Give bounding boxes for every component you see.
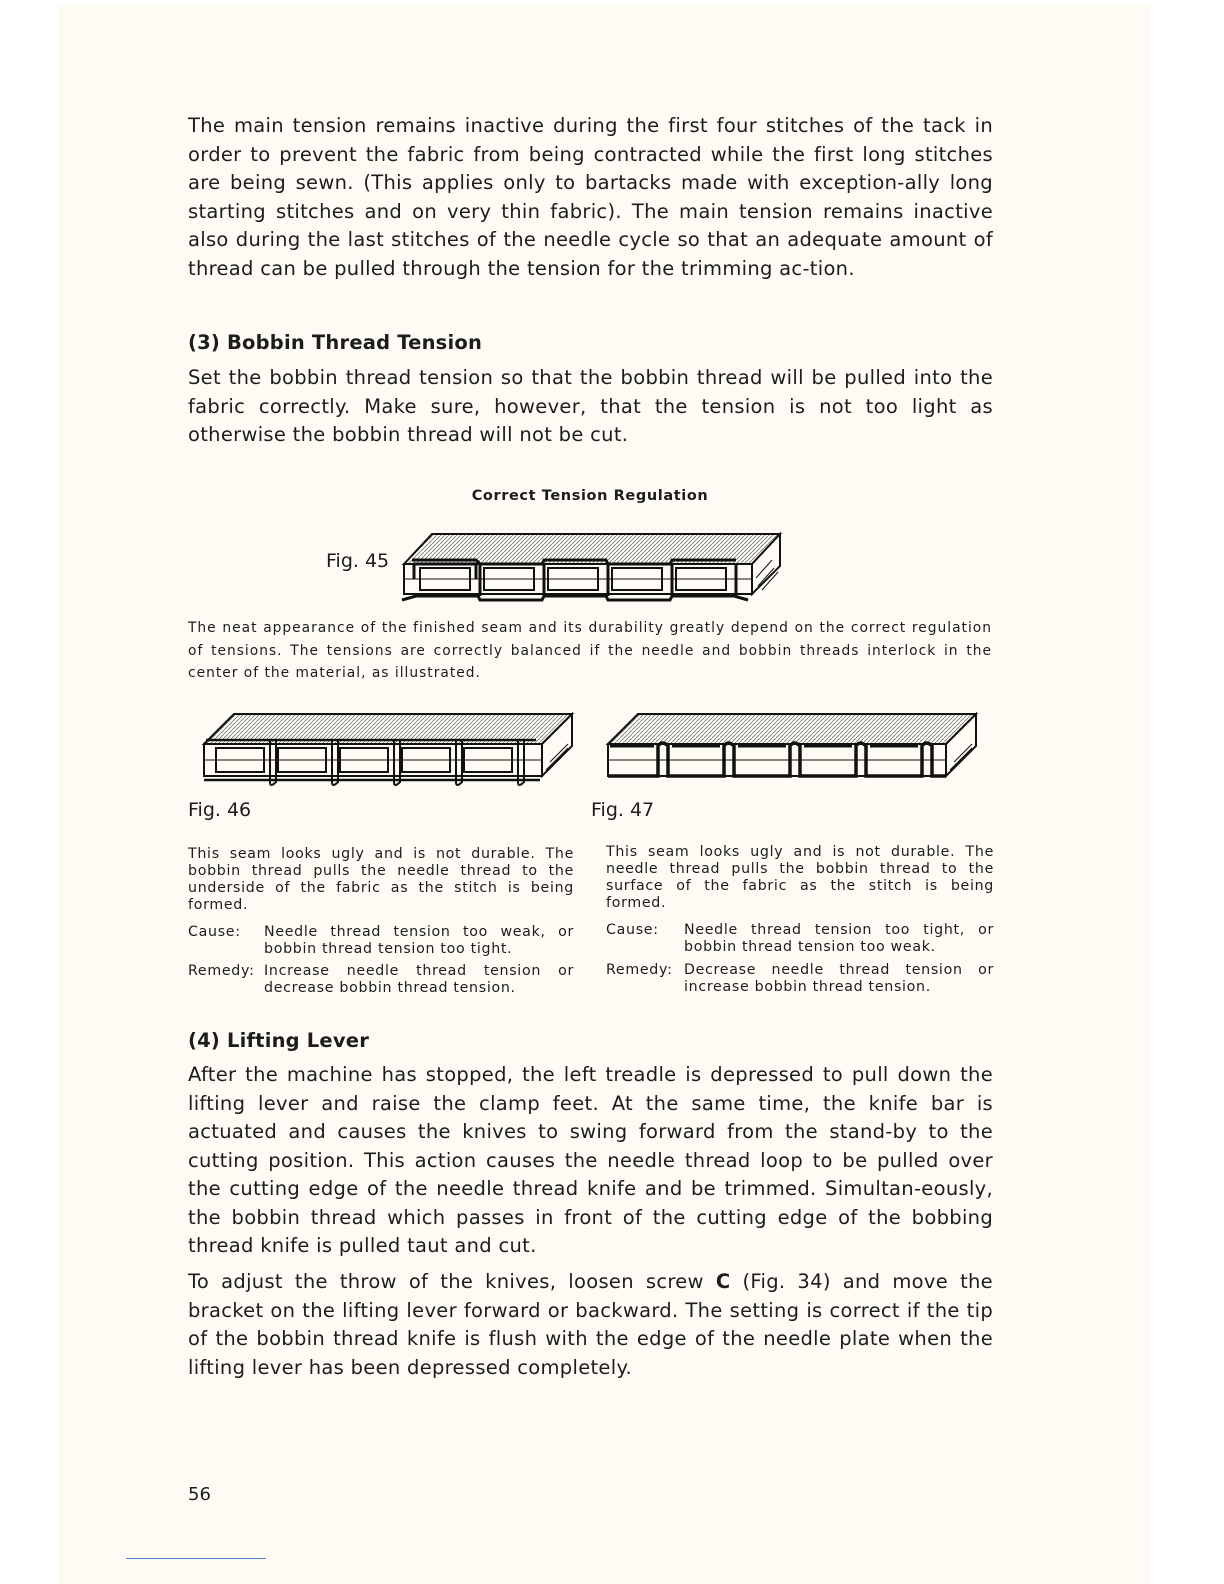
- cause-label: Cause:: [188, 924, 241, 940]
- section-4-heading: (4) Lifting Lever: [188, 1029, 370, 1052]
- cause-text: Needle thread tension too tight, or bobbin thread tension too weak.: [684, 922, 994, 955]
- footer-link-underline: [126, 1558, 266, 1559]
- remedy-text: Decrease needle thread tension or increase bobbin thread tension.: [684, 962, 994, 995]
- figure-45-label: Fig. 45: [326, 550, 390, 572]
- remedy-label: Remedy:: [606, 962, 673, 978]
- bobbin-thread: [402, 596, 748, 600]
- figure-45-caption: The neat appearance of the finished seam and its durability greatly depend on the correct regulation of tensions. The tensions are correctly balanced if the needle and bobbin threads interlock in the center of the material, as illustrated.: [188, 620, 992, 681]
- cause-label: Cause:: [606, 922, 659, 938]
- section-4-paragraph-1: After the machine has stopped, the left treadle is depressed to pull down the lifting lever and raise the clamp feet. At the same time, the knife bar is actuated and causes the knives to swing forward from the stand-by to the cutting position. This action causes the needle thread loop to be pulled over the cutting edge of the needle thread knife and be trimmed. Simultan-eously, the bobbin thread which passes in front of the cutting edge of the bobbing thread knife is pulled taut and cut.: [188, 1063, 993, 1257]
- figure-46-illustration: [200, 710, 574, 790]
- figure-47-label: Fig. 47: [591, 799, 655, 821]
- figure-45-illustration: [396, 528, 786, 606]
- screw-label: C: [715, 1270, 731, 1293]
- section-4-paragraph-2: [188, 1268, 993, 1382]
- cause-text: Needle thread tension too weak, or bobbin thread tension too tight.: [264, 924, 574, 957]
- figure-46-description: This seam looks ugly and is not durable. The bobbin thread pulls the needle thread to the underside of the fabric as the stitch is being formed.: [188, 846, 574, 913]
- remedy-label: Remedy:: [188, 963, 255, 979]
- figure-45-title: Correct Tension Regulation: [471, 488, 709, 504]
- intro-paragraph: The main tension remains inactive during the first four stitches of the tack in order to prevent the fabric from being contracted while the first long stitches are being sewn. (This applies only to bartacks made with exception-ally long starting stitches and on very thin fabric). The main tension remains inactive also during the last stitches of the needle cycle so that an adequate amount of thread can be pulled through the tension for the trimming ac-tion.: [188, 114, 993, 280]
- figure-46-remedy: [188, 963, 574, 997]
- paragraph-text: To adjust the throw of the knives, loosen screw: [188, 1270, 716, 1293]
- figure-46-cause: [188, 924, 574, 958]
- section-3-heading: (3) Bobbin Thread Tension: [188, 331, 483, 354]
- figure-47-illustration: [604, 710, 978, 790]
- remedy-text: Increase needle thread tension or decrease bobbin thread tension.: [264, 963, 574, 996]
- section-3-paragraph: Set the bobbin thread tension so that the bobbin thread will be pulled into the fabric correctly. Make sure, however, that the tension is not too light as otherwise the bobbin thread will not be cut.: [188, 366, 993, 446]
- page-number: 56: [188, 1484, 211, 1505]
- figure-47-remedy: [606, 962, 994, 996]
- figure-47-description: This seam looks ugly and is not durable. The needle thread pulls the bobbin thread to the surface of the fabric as the stitch is being formed.: [606, 844, 994, 911]
- paragraph-text: (Fig. 34) and move the bracket on the lifting lever forward or backward. The setting is correct if the tip of the bobbin thread knife is flush with the edge of the needle plate when the lifting lever has been depressed completely.: [188, 1270, 993, 1379]
- figure-46-label: Fig. 46: [188, 799, 252, 821]
- figure-47-cause: [606, 922, 994, 956]
